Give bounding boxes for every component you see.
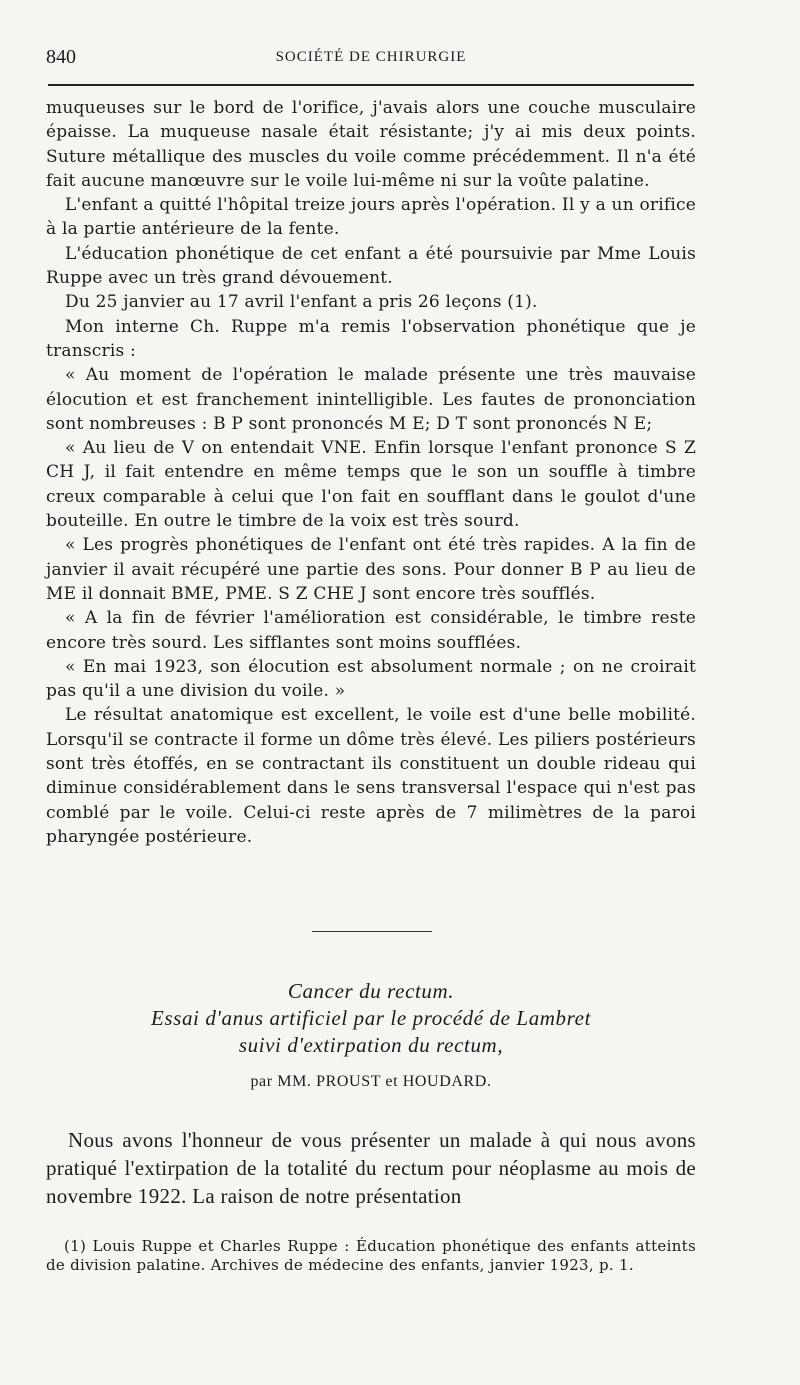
header-rule: [48, 84, 694, 86]
title-line: suivi d'extirpation du rectum,: [238, 1033, 504, 1057]
page-header: [46, 46, 696, 72]
footnote: [46, 1237, 696, 1274]
article-authors: par MM. PROUST et HOUDARD.: [250, 1073, 492, 1090]
paragraph: « Au moment de l'opération le malade présente une très mauvaise élocution et est franchement inintelligible. Les fautes de prononciation sont nombreuses : B P sont prononcés M E; D T sont prononcés N E;: [46, 365, 696, 434]
article-lead: [46, 1126, 696, 1210]
title-line: Essai d'anus artificiel par le procédé de Lambret: [150, 1006, 592, 1030]
paragraph: Mon interne Ch. Ruppe m'a remis l'observation phonétique que je transcris :: [46, 316, 696, 361]
body-text: [46, 96, 696, 849]
paragraph: L'éducation phonétique de cet enfant a été poursuivie par Mme Louis Ruppe avec un très grand dévouement.: [46, 243, 696, 289]
paragraph: « En mai 1923, son élocution est absolument normale ; on ne croirait pas qu'il a une division du voile. »: [46, 656, 696, 702]
title-line: Cancer du rectum.: [287, 979, 455, 1003]
lead-paragraph: Nous avons l'honneur de vous présenter un malade à qui nous avons pratiqué l'extirpation de la totalité du rectum pour néoplasme au mois de novembre 1922. La raison de notre présentation: [46, 1128, 696, 1208]
page-number: 840: [46, 46, 76, 68]
article-title: [46, 978, 696, 1059]
paragraph: Du 25 janvier au 17 avril l'enfant a pris 26 leçons (1).: [65, 292, 538, 313]
running-title: SOCIÉTÉ DE CHIRURGIE: [275, 49, 467, 65]
paragraph: « Au lieu de V on entendait VNE. Enfin lorsque l'enfant prononce S Z CH J, il fait entendre en même temps que le son un souffle à timbre creux comparable à celui que l'on fait en soufflant dans le goulot d'une bouteille. En outre le timbre de la voix est très sourd.: [46, 438, 696, 532]
paragraph: « A la fin de février l'amélioration est considérable, le timbre reste encore très sourd. Les sifflantes sont moins soufflées.: [46, 608, 696, 653]
footnote-text: (1) Louis Ruppe et Charles Ruppe : Éducation phonétique des enfants atteints de division palatine. Archives de médecine des enfants, janvier 1923, p. 1.: [46, 1237, 696, 1274]
paragraph: « Les progrès phonétiques de l'enfant ont été très rapides. A la fin de janvier il avait récupéré une partie des sons. Pour donner B P au lieu de ME il donnait BME, PME. S Z CHE J sont encore très soufflés.: [46, 535, 696, 604]
paragraph: Le résultat anatomique est excellent, le voile est d'une belle mobilité. Lorsqu'il se contracte il forme un dôme très élevé. Les piliers postérieurs sont très étoffés, en se contractant ils constituent un double rideau qui diminue considérablement dans le sens transversal l'espace qui n'est pas comblé par le voile. Celui-ci reste après de 7 milimètres de la paroi pharyngée postérieure.: [46, 705, 696, 847]
paragraph: muqueuses sur le bord de l'orifice, j'avais alors une couche musculaire épaisse. La muqueuse nasale était résistante; j'y ai mis deux points. Suture métallique des muscles du voile comme précédemment. Il n'a été fait aucune manœuvre sur le voile lui-même ni sur la voûte palatine.: [46, 98, 696, 191]
section-separator: [312, 931, 432, 932]
paragraph: L'enfant a quitté l'hôpital treize jours après l'opération. Il y a un orifice à la partie antérieure de la fente.: [46, 195, 696, 240]
